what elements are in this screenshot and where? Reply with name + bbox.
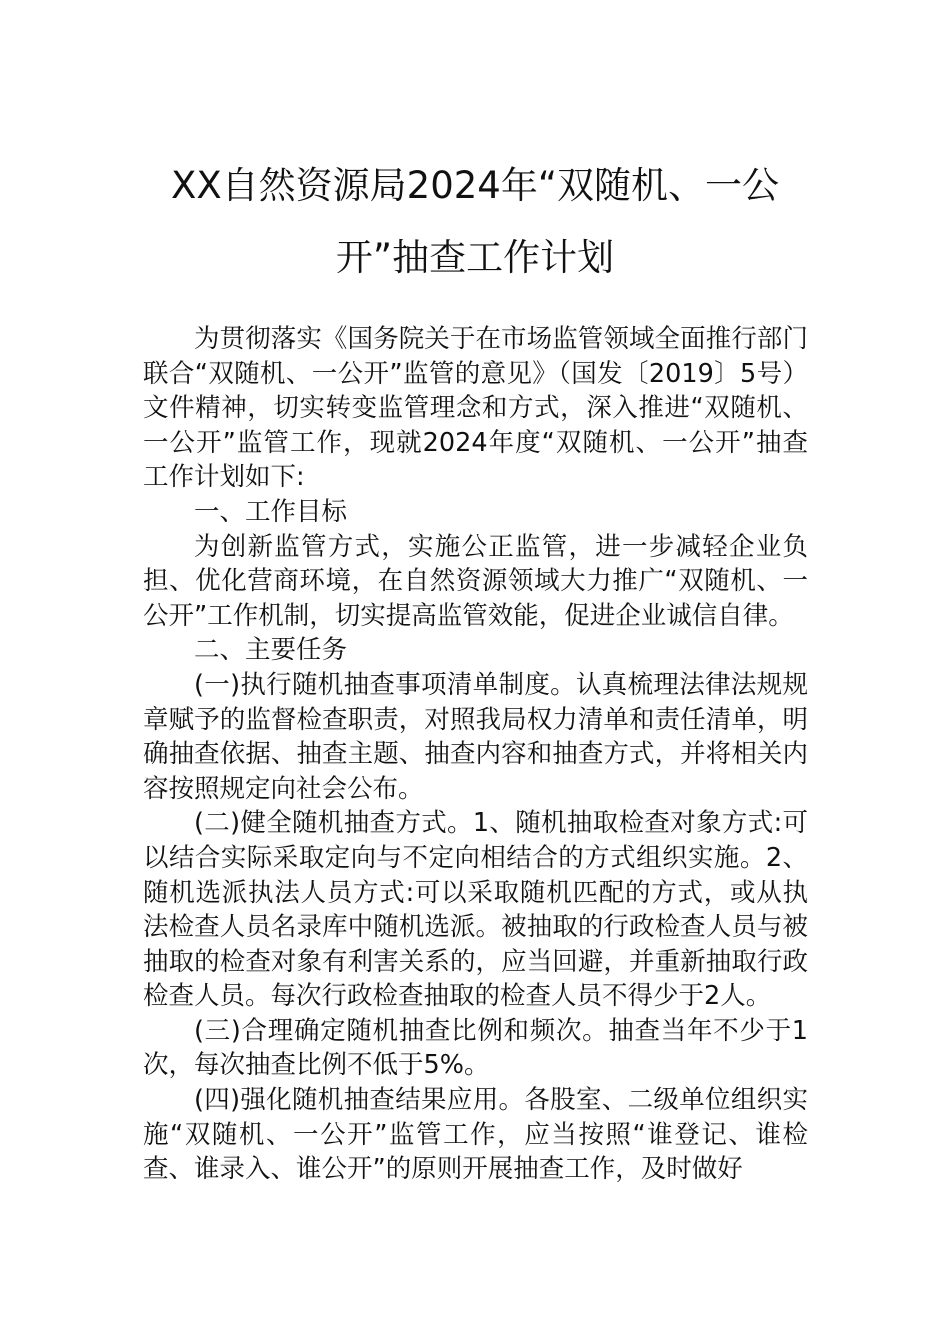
- document-title: [120, 150, 830, 294]
- paragraph-goals: 为创新监管方式，实施公正监管，进一步减轻企业负担、优化营商环境，在自然资源领域大力推广“双随机、一公开”工作机制，切实提高监管效能，促进企业诚信自律。: [143, 531, 808, 631]
- section-heading-goals: 一、工作目标: [194, 496, 348, 527]
- paragraph-task-3: (三)合理确定随机抽查比例和频次。抽查当年不少于1次，每次抽查比例不低于5%。: [143, 1015, 808, 1081]
- section-heading-tasks: 二、主要任务: [194, 635, 348, 666]
- title-line-2: 开”抽查工作计划: [335, 236, 615, 279]
- paragraph-task-2: (二)健全随机抽查方式。1、随机抽取检查对象方式:可以结合实际采取定向与不定向相结合的方式组织实施。2、随机选派执法人员方式:可以采取随机匹配的方式，或从执法检查人员名录库中随机选派。被抽取的行政检查人员与被抽取的检查对象有利害关系的，应当回避，并重新抽取行政检查人员。每次行政检查抽取的检查人员不得少于2人。: [143, 808, 808, 1012]
- document-body: [143, 322, 808, 1187]
- paragraph-task-1: (一)执行随机抽查事项清单制度。认真梳理法律法规规章赋予的监督检查职责，对照我局权力清单和责任清单，明确抽查依据、抽查主题、抽查内容和抽查方式，并将相关内容按照规定向社会公布。: [143, 669, 808, 804]
- paragraph-intro: 为贯彻落实《国务院关于在市场监管领域全面推行部门联合“双随机、一公开”监管的意见》（国发〔2019〕5号）文件精神，切实转变监管理念和方式，深入推进“双随机、一公开”监管工作，现就2024年度“双随机、一公开”抽查工作计划如下:: [143, 324, 808, 493]
- title-line-1: XX自然资源局2024年“双随机、一公: [170, 164, 780, 207]
- paragraph-task-4: (四)强化随机抽查结果应用。各股室、二级单位组织实施“双随机、一公开”监管工作，应当按照“谁登记、谁检查、谁录入、谁公开”的原则开展抽查工作，及时做好: [143, 1085, 808, 1185]
